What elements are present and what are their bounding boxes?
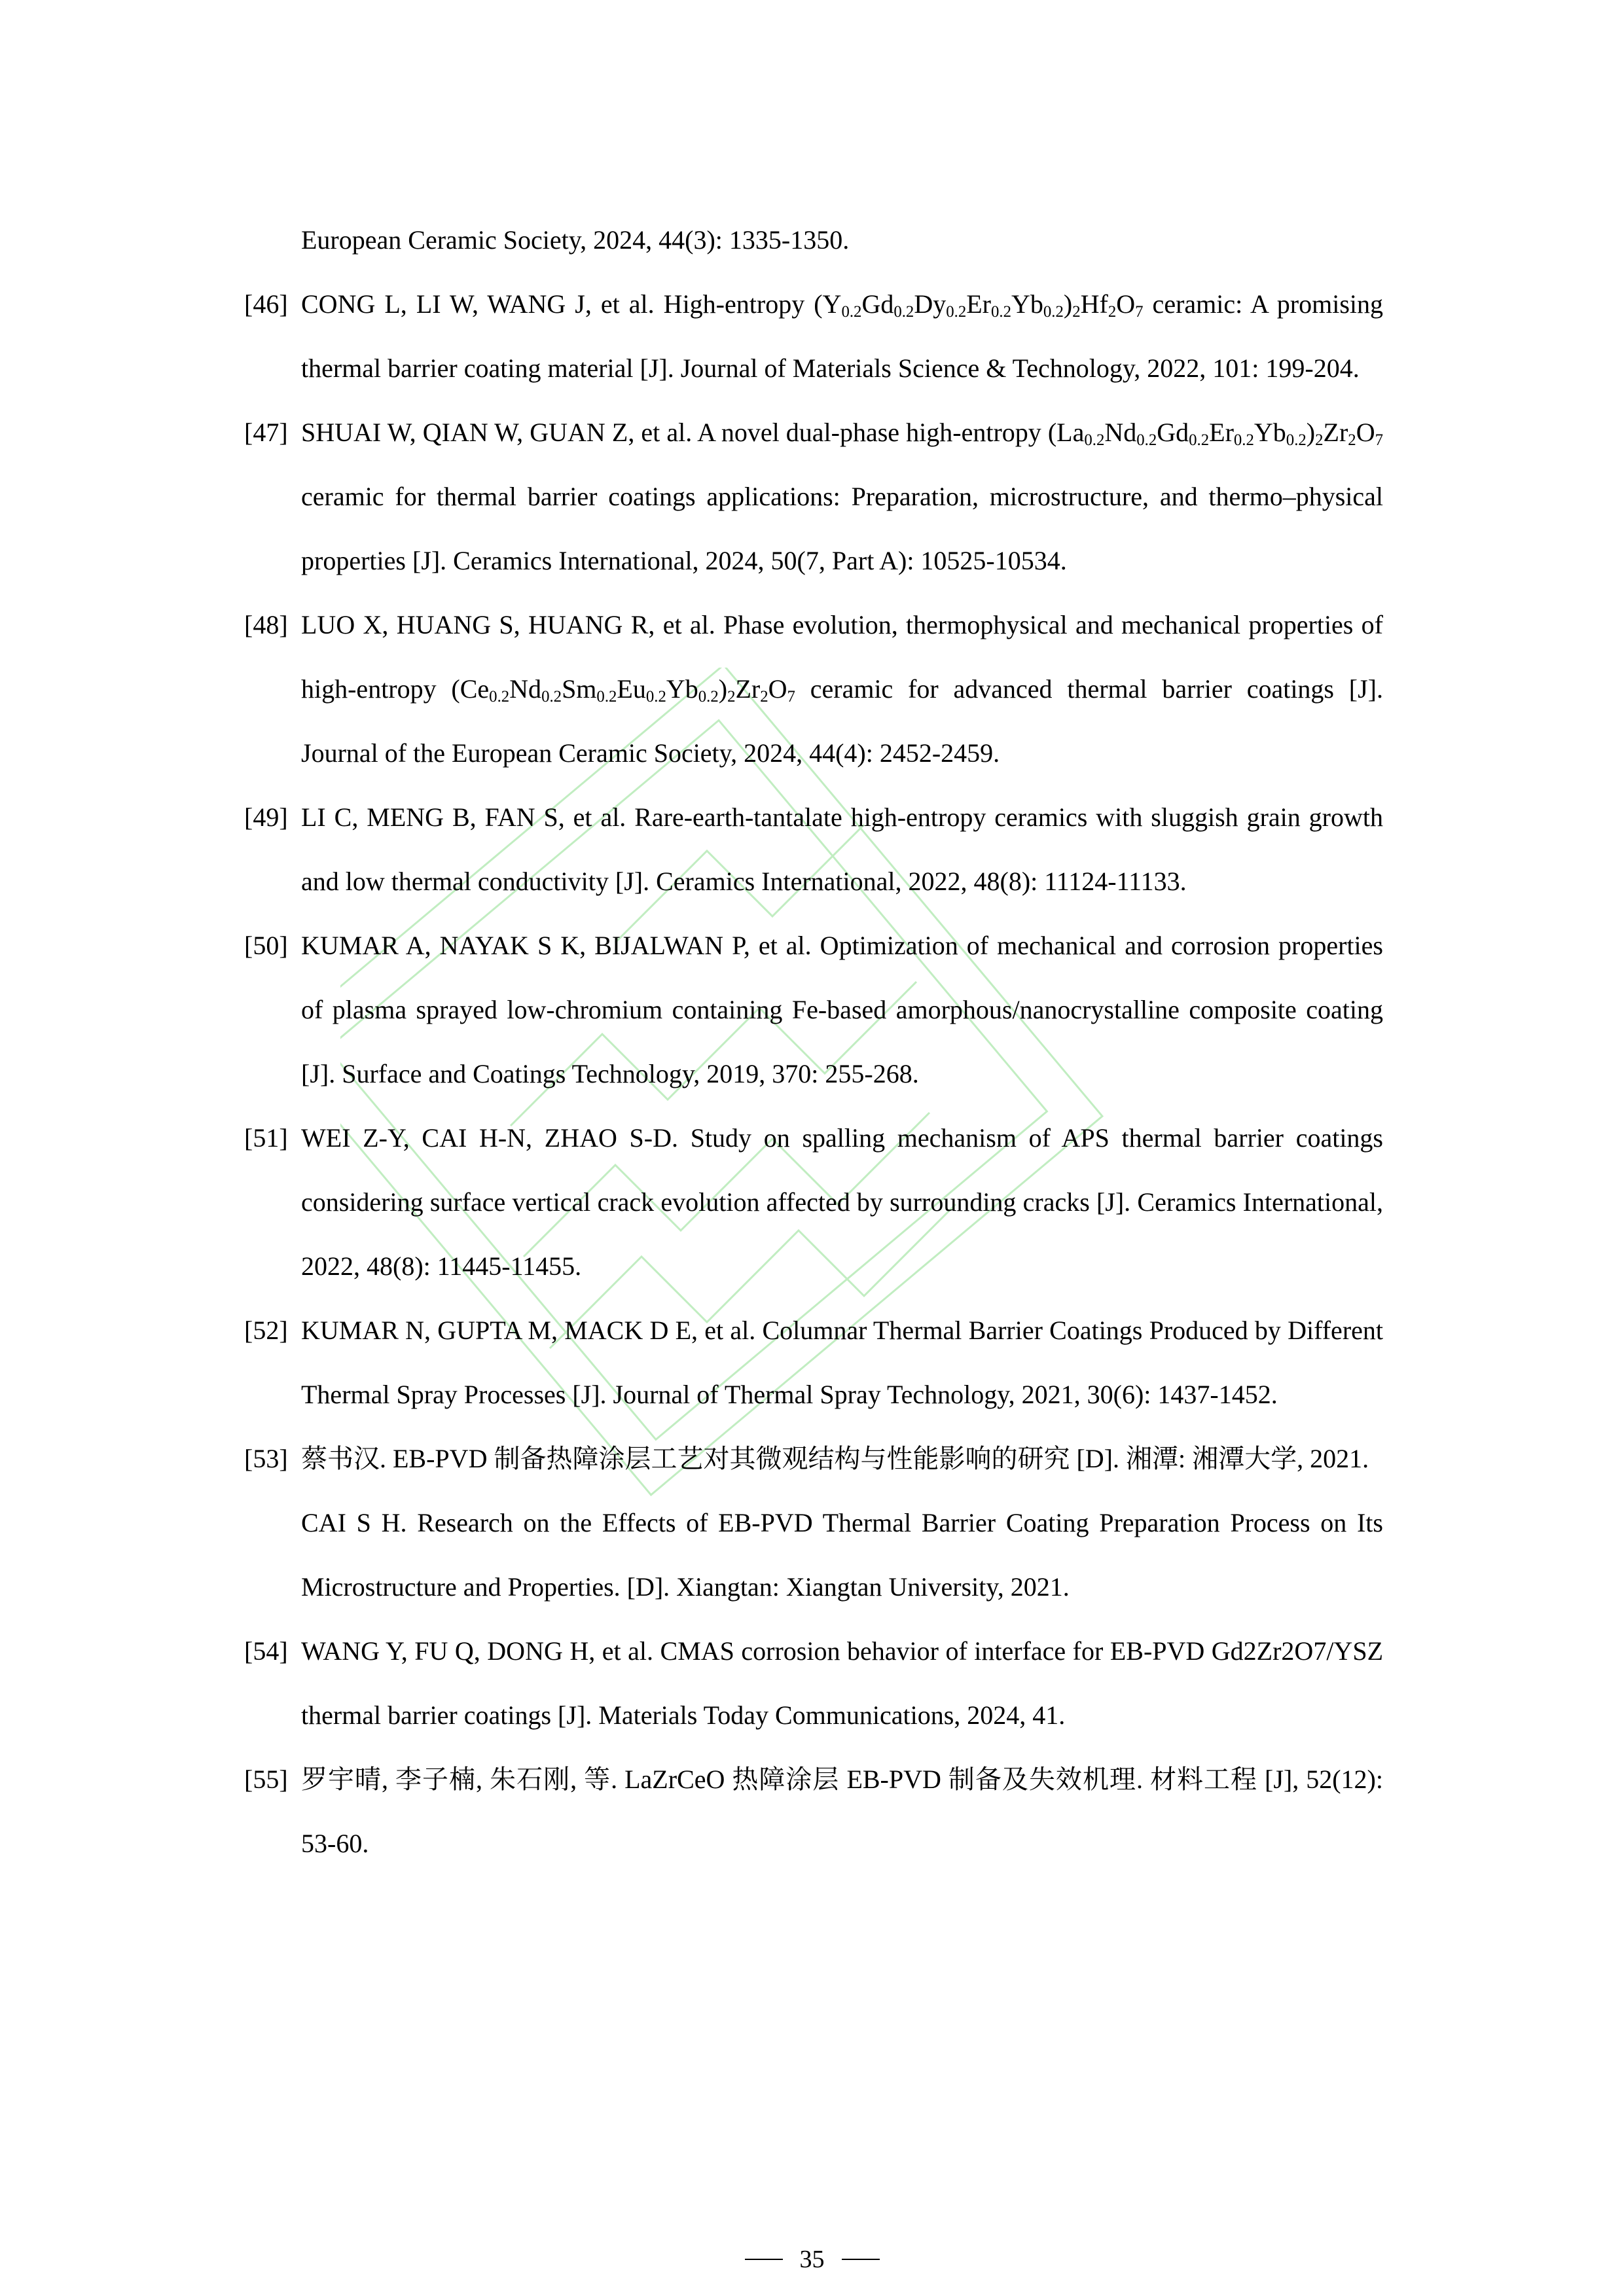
reference-text: WANG Y, FU Q, DONG H, et al. CMAS corrosion behavior of interface for EB-PVD Gd2Zr2O7/YSZ thermal barrier coatings [J]. Materials Today Communications, 2024, 41.	[301, 1636, 1383, 1730]
page-footer	[0, 2245, 1624, 2274]
reference-number: [55]	[244, 1765, 288, 1794]
reference-55	[244, 1748, 1383, 1876]
reference-number: [51]	[244, 1123, 288, 1153]
reference-number: [54]	[244, 1636, 288, 1666]
reference-46: [46] CONG L, LI W, WANG J, et al. High-entropy $(Y_{0.2}Gd_{0.2}Dy_{0.2}Er_{0.2}Yb_{0.2})_2Hf_2O_7$ ceramic: A promising thermal barrier coating material [J]. Journal of Materials Science & Technology, 2022, 101: 199-204.	[244, 272, 1383, 401]
reference-54	[244, 1619, 1383, 1748]
reference-51	[244, 1106, 1383, 1299]
reference-53-translation: CAI S H. Research on the Effects of EB-PVD Thermal Barrier Coating Preparation Process on Its Microstructure and Properties. [D]. Xiangtan: Xiangtan University, 2021.	[301, 1508, 1383, 1602]
reference-48: [48] LUO X, HUANG S, HUANG R, et al. Phase evolution, thermophysical and mechanical properties of high-entropy $(Ce_{0.2}Nd_{0.2}Sm_{0.2}Eu_{0.2}Yb_{0.2})_2Zr_2O_7$ ceramic for advanced thermal barrier coatings [J]. Journal of the European Ceramic Society, 2024, 44(4): 2452-2459.	[244, 593, 1383, 785]
reference-52	[244, 1299, 1383, 1427]
reference-text: KUMAR A, NAYAK S K, BIJALWAN P, et al. Optimization of mechanical and corrosion properties of plasma sprayed low-chromium containing Fe-based amorphous/nanocrystalline composite coating [J]. Surface and Coatings Technology, 2019, 370: 255-268.	[301, 931, 1383, 1088]
reference-text: WEI Z-Y, CAI H-N, ZHAO S-D. Study on spalling mechanism of APS thermal barrier coatings considering surface vertical crack evolution affected by surrounding cracks [J]. Ceramics International, 2022, 48(8): 11445-11455.	[301, 1123, 1383, 1281]
reference-53	[244, 1427, 1383, 1491]
reference-number: [46]	[244, 289, 288, 319]
reference-47: [47] SHUAI W, QIAN W, GUAN Z, et al. A novel dual-phase high-entropy $(La_{0.2}Nd_{0.2}Gd_{0.2}Er_{0.2}Yb_{0.2})_2Zr_2O_7$ ceramic for thermal barrier coatings applications: Preparation, microstructure, and thermo–physical properties [J]. Ceramics International, 2024, 50(7, Part A): 10525-10534.	[244, 401, 1383, 593]
reference-text: KUMAR N, GUPTA M, MACK D E, et al. Columnar Thermal Barrier Coatings Produced by Different Thermal Spray Processes [J]. Journal of Thermal Spray Technology, 2021, 30(6): 1437-1452.	[301, 1316, 1383, 1409]
reference-number: [49]	[244, 802, 288, 832]
reference-text: 蔡书汉. EB-PVD 制备热障涂层工艺对其微观结构与性能影响的研究 [D]. 湘潭: 湘潭大学, 2021.	[301, 1444, 1369, 1473]
reference-text: 罗宇晴, 李子楠, 朱石刚, 等. LaZrCeO 热障涂层 EB-PVD 制备及失效机理. 材料工程 [J], 52(12): 53-60.	[301, 1765, 1383, 1858]
reference-45-continuation: European Ceramic Society, 2024, 44(3): 1335-1350.	[301, 225, 850, 255]
footer-dash-left	[745, 2259, 783, 2260]
reference-number: [52]	[244, 1316, 288, 1345]
page-number: 35	[799, 2246, 825, 2273]
footer-dash-right	[842, 2259, 880, 2260]
reference-number: [50]	[244, 931, 288, 960]
reference-number: [53]	[244, 1444, 288, 1473]
reference-list	[244, 208, 1383, 1876]
reference-50	[244, 914, 1383, 1106]
reference-number: [47]	[244, 418, 288, 447]
reference-49	[244, 785, 1383, 914]
reference-number: [48]	[244, 610, 288, 639]
reference-text: LI C, MENG B, FAN S, et al. Rare-earth-tantalate high-entropy ceramics with sluggish grain growth and low thermal conductivity [J]. Ceramics International, 2022, 48(8): 11124-11133.	[301, 802, 1383, 896]
